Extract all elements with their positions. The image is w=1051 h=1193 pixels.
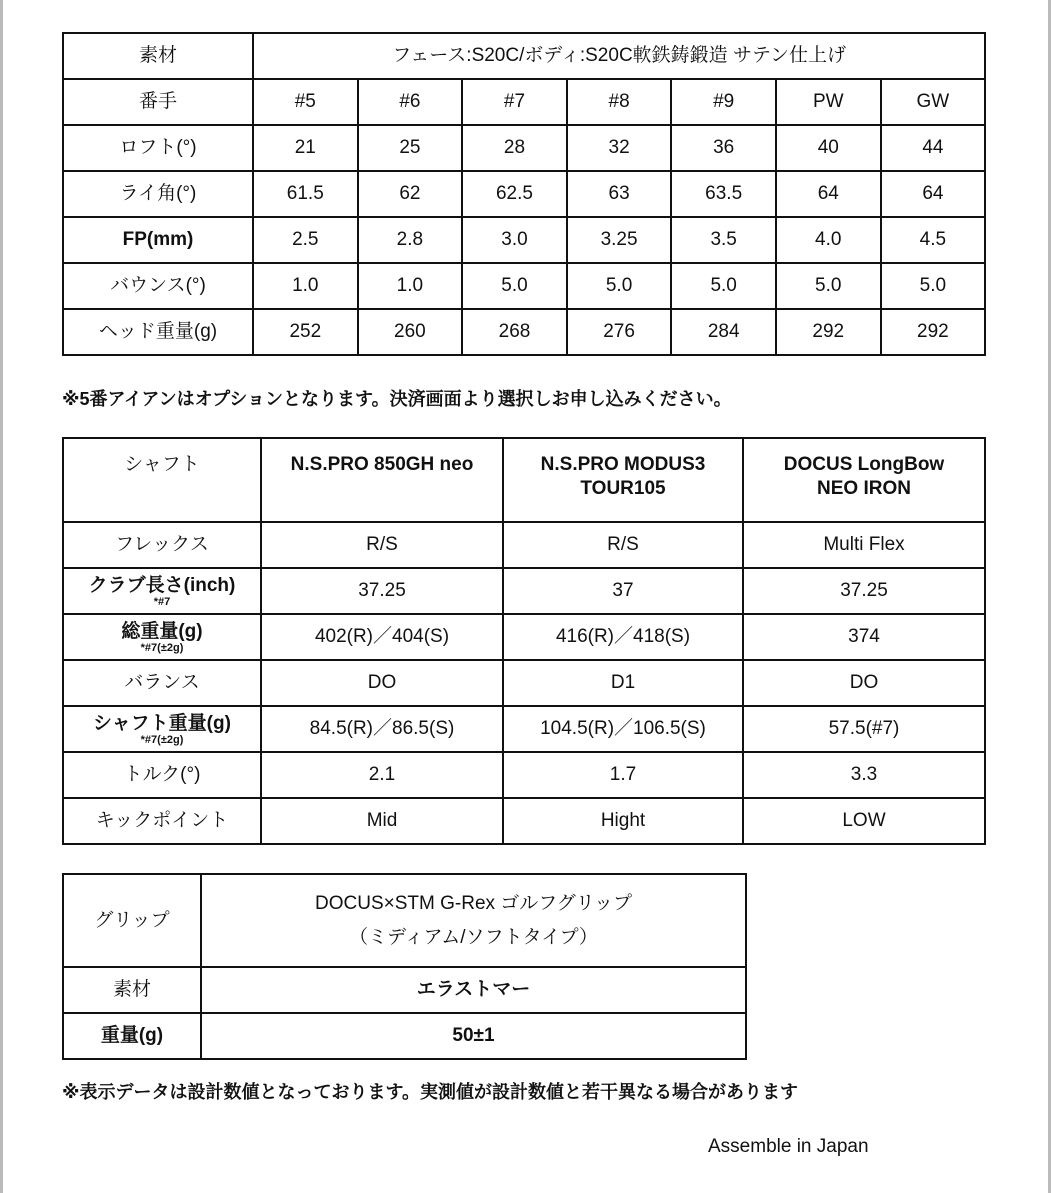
spec-row <box>63 79 985 125</box>
spec-cell: 40 <box>776 125 881 171</box>
row-label: 素材 <box>63 967 201 1013</box>
spec-cell: 32 <box>567 125 672 171</box>
spec-cell: 28 <box>462 125 567 171</box>
spec-cell: 3.5 <box>671 217 776 263</box>
grip-weight-value: 50±1 <box>201 1013 746 1059</box>
row-label: FP(mm) <box>63 217 253 263</box>
row-label: クラブ長さ(inch) <box>88 574 236 596</box>
row-label: 番手 <box>63 79 253 125</box>
shaft-cell: Mid <box>261 798 503 844</box>
row-label: トルク(°) <box>123 764 201 786</box>
row-label: バウンス(°) <box>63 263 253 309</box>
spec-cell: 276 <box>567 309 672 355</box>
shaft-cell: 2.1 <box>261 752 503 798</box>
shaft-row <box>63 798 985 844</box>
shaft-cell: 37.25 <box>261 568 503 614</box>
spec-cell: 3.0 <box>462 217 567 263</box>
page-edge-left <box>0 0 3 1193</box>
spec-cell: 268 <box>462 309 567 355</box>
shaft-row <box>63 614 985 660</box>
row-label: シャフト重量(g) <box>93 712 231 734</box>
row-label-cell <box>63 660 261 706</box>
row-label-cell <box>63 614 261 660</box>
shaft-cell: 104.5(R)／106.5(S) <box>503 706 743 752</box>
row-sublabel: *#7 <box>153 596 171 609</box>
spec-cell: 3.25 <box>567 217 672 263</box>
spec-cell: 284 <box>671 309 776 355</box>
shaft-cell: D1 <box>503 660 743 706</box>
shaft-row <box>63 752 985 798</box>
shaft-cell: 37.25 <box>743 568 985 614</box>
grip-type: （ミディアム/ソフトタイプ） <box>349 926 598 948</box>
shaft-cell: 374 <box>743 614 985 660</box>
shaft-cell: 416(R)／418(S) <box>503 614 743 660</box>
row-label: シャフト <box>63 438 261 522</box>
row-label: キックポイント <box>95 810 229 832</box>
shaft-cell: 3.3 <box>743 752 985 798</box>
shaft-name: DOCUS LongBow NEO IRON <box>743 438 985 522</box>
row-label: ロフト(°) <box>63 125 253 171</box>
spec-cell: 64 <box>776 171 881 217</box>
grip-material-value: エラストマー <box>201 967 746 1013</box>
spec-cell: 4.5 <box>881 217 986 263</box>
head-spec-table <box>62 32 986 356</box>
spec-cell: 5.0 <box>671 263 776 309</box>
shaft-cell: Multi Flex <box>743 522 985 568</box>
spec-row <box>63 263 985 309</box>
spec-cell: 252 <box>253 309 358 355</box>
grip-name: DOCUS×STM G-Rex ゴルフグリップ <box>315 893 632 915</box>
option-note: ※5番アイアンはオプションとなります。決済画面より選択しお申し込みください。 <box>62 389 732 409</box>
row-label: 重量(g) <box>63 1013 201 1059</box>
spec-cell: 44 <box>881 125 986 171</box>
shaft-row <box>63 706 985 752</box>
spec-row <box>63 217 985 263</box>
spec-cell: 292 <box>776 309 881 355</box>
spec-cell: #5 <box>253 79 358 125</box>
shaft-cell: LOW <box>743 798 985 844</box>
row-label: 総重量(g) <box>121 620 203 642</box>
spec-cell: #6 <box>358 79 463 125</box>
row-label-cell <box>63 798 261 844</box>
shaft-header-row <box>63 438 985 522</box>
shaft-cell: DO <box>743 660 985 706</box>
spec-cell: 36 <box>671 125 776 171</box>
shaft-cell: 37 <box>503 568 743 614</box>
shaft-cell: 1.7 <box>503 752 743 798</box>
spec-cell: 25 <box>358 125 463 171</box>
grip-material-row <box>63 967 746 1013</box>
row-label: ライ角(°) <box>63 171 253 217</box>
design-data-note: ※表示データは設計数値となっております。実測値が設計数値と若干異なる場合があります <box>62 1082 799 1102</box>
shaft-cell: R/S <box>261 522 503 568</box>
shaft-cell: DO <box>261 660 503 706</box>
spec-cell: 62.5 <box>462 171 567 217</box>
spec-cell: 5.0 <box>462 263 567 309</box>
spec-cell: #8 <box>567 79 672 125</box>
grip-row <box>63 874 746 967</box>
spec-cell: 64 <box>881 171 986 217</box>
spec-cell: PW <box>776 79 881 125</box>
spec-cell: 5.0 <box>567 263 672 309</box>
spec-cell: GW <box>881 79 986 125</box>
spec-row <box>63 125 985 171</box>
spec-cell: 21 <box>253 125 358 171</box>
row-label: バランス <box>124 672 200 694</box>
spec-cell: 260 <box>358 309 463 355</box>
shaft-name: N.S.PRO 850GH neo <box>261 438 503 522</box>
spec-cell: #9 <box>671 79 776 125</box>
grip-value <box>201 874 746 967</box>
material-row <box>63 33 985 79</box>
spec-cell: 292 <box>881 309 986 355</box>
row-label-cell <box>63 522 261 568</box>
shaft-spec-table <box>62 437 986 845</box>
shaft-cell: R/S <box>503 522 743 568</box>
row-label: グリップ <box>63 874 201 967</box>
spec-row <box>63 171 985 217</box>
grip-spec-table <box>62 873 747 1060</box>
spec-cell: 62 <box>358 171 463 217</box>
shaft-row <box>63 568 985 614</box>
assemble-label: Assemble in Japan <box>708 1136 869 1157</box>
spec-cell: 61.5 <box>253 171 358 217</box>
shaft-cell: 57.5(#7) <box>743 706 985 752</box>
row-label: 素材 <box>63 33 253 79</box>
spec-row <box>63 309 985 355</box>
spec-cell: 4.0 <box>776 217 881 263</box>
row-label: フレックス <box>115 534 209 556</box>
shaft-row <box>63 522 985 568</box>
shaft-row <box>63 660 985 706</box>
row-label-cell <box>63 706 261 752</box>
row-label: ヘッド重量(g) <box>63 309 253 355</box>
grip-weight-row <box>63 1013 746 1059</box>
shaft-cell: Hight <box>503 798 743 844</box>
spec-cell: 2.5 <box>253 217 358 263</box>
spec-cell: 1.0 <box>358 263 463 309</box>
spec-cell: 63.5 <box>671 171 776 217</box>
row-label-cell <box>63 752 261 798</box>
row-sublabel: *#7(±2g) <box>140 642 184 655</box>
spec-cell: 63 <box>567 171 672 217</box>
shaft-cell: 402(R)／404(S) <box>261 614 503 660</box>
shaft-name: N.S.PRO MODUS3 TOUR105 <box>503 438 743 522</box>
material-value: フェース:S20C/ボディ:S20C軟鉄鋳鍛造 サテン仕上げ <box>253 33 985 79</box>
row-label-cell <box>63 568 261 614</box>
row-sublabel: *#7(±2g) <box>140 734 184 747</box>
spec-cell: #7 <box>462 79 567 125</box>
shaft-cell: 84.5(R)／86.5(S) <box>261 706 503 752</box>
spec-cell: 1.0 <box>253 263 358 309</box>
spec-cell: 5.0 <box>881 263 986 309</box>
spec-cell: 5.0 <box>776 263 881 309</box>
spec-cell: 2.8 <box>358 217 463 263</box>
